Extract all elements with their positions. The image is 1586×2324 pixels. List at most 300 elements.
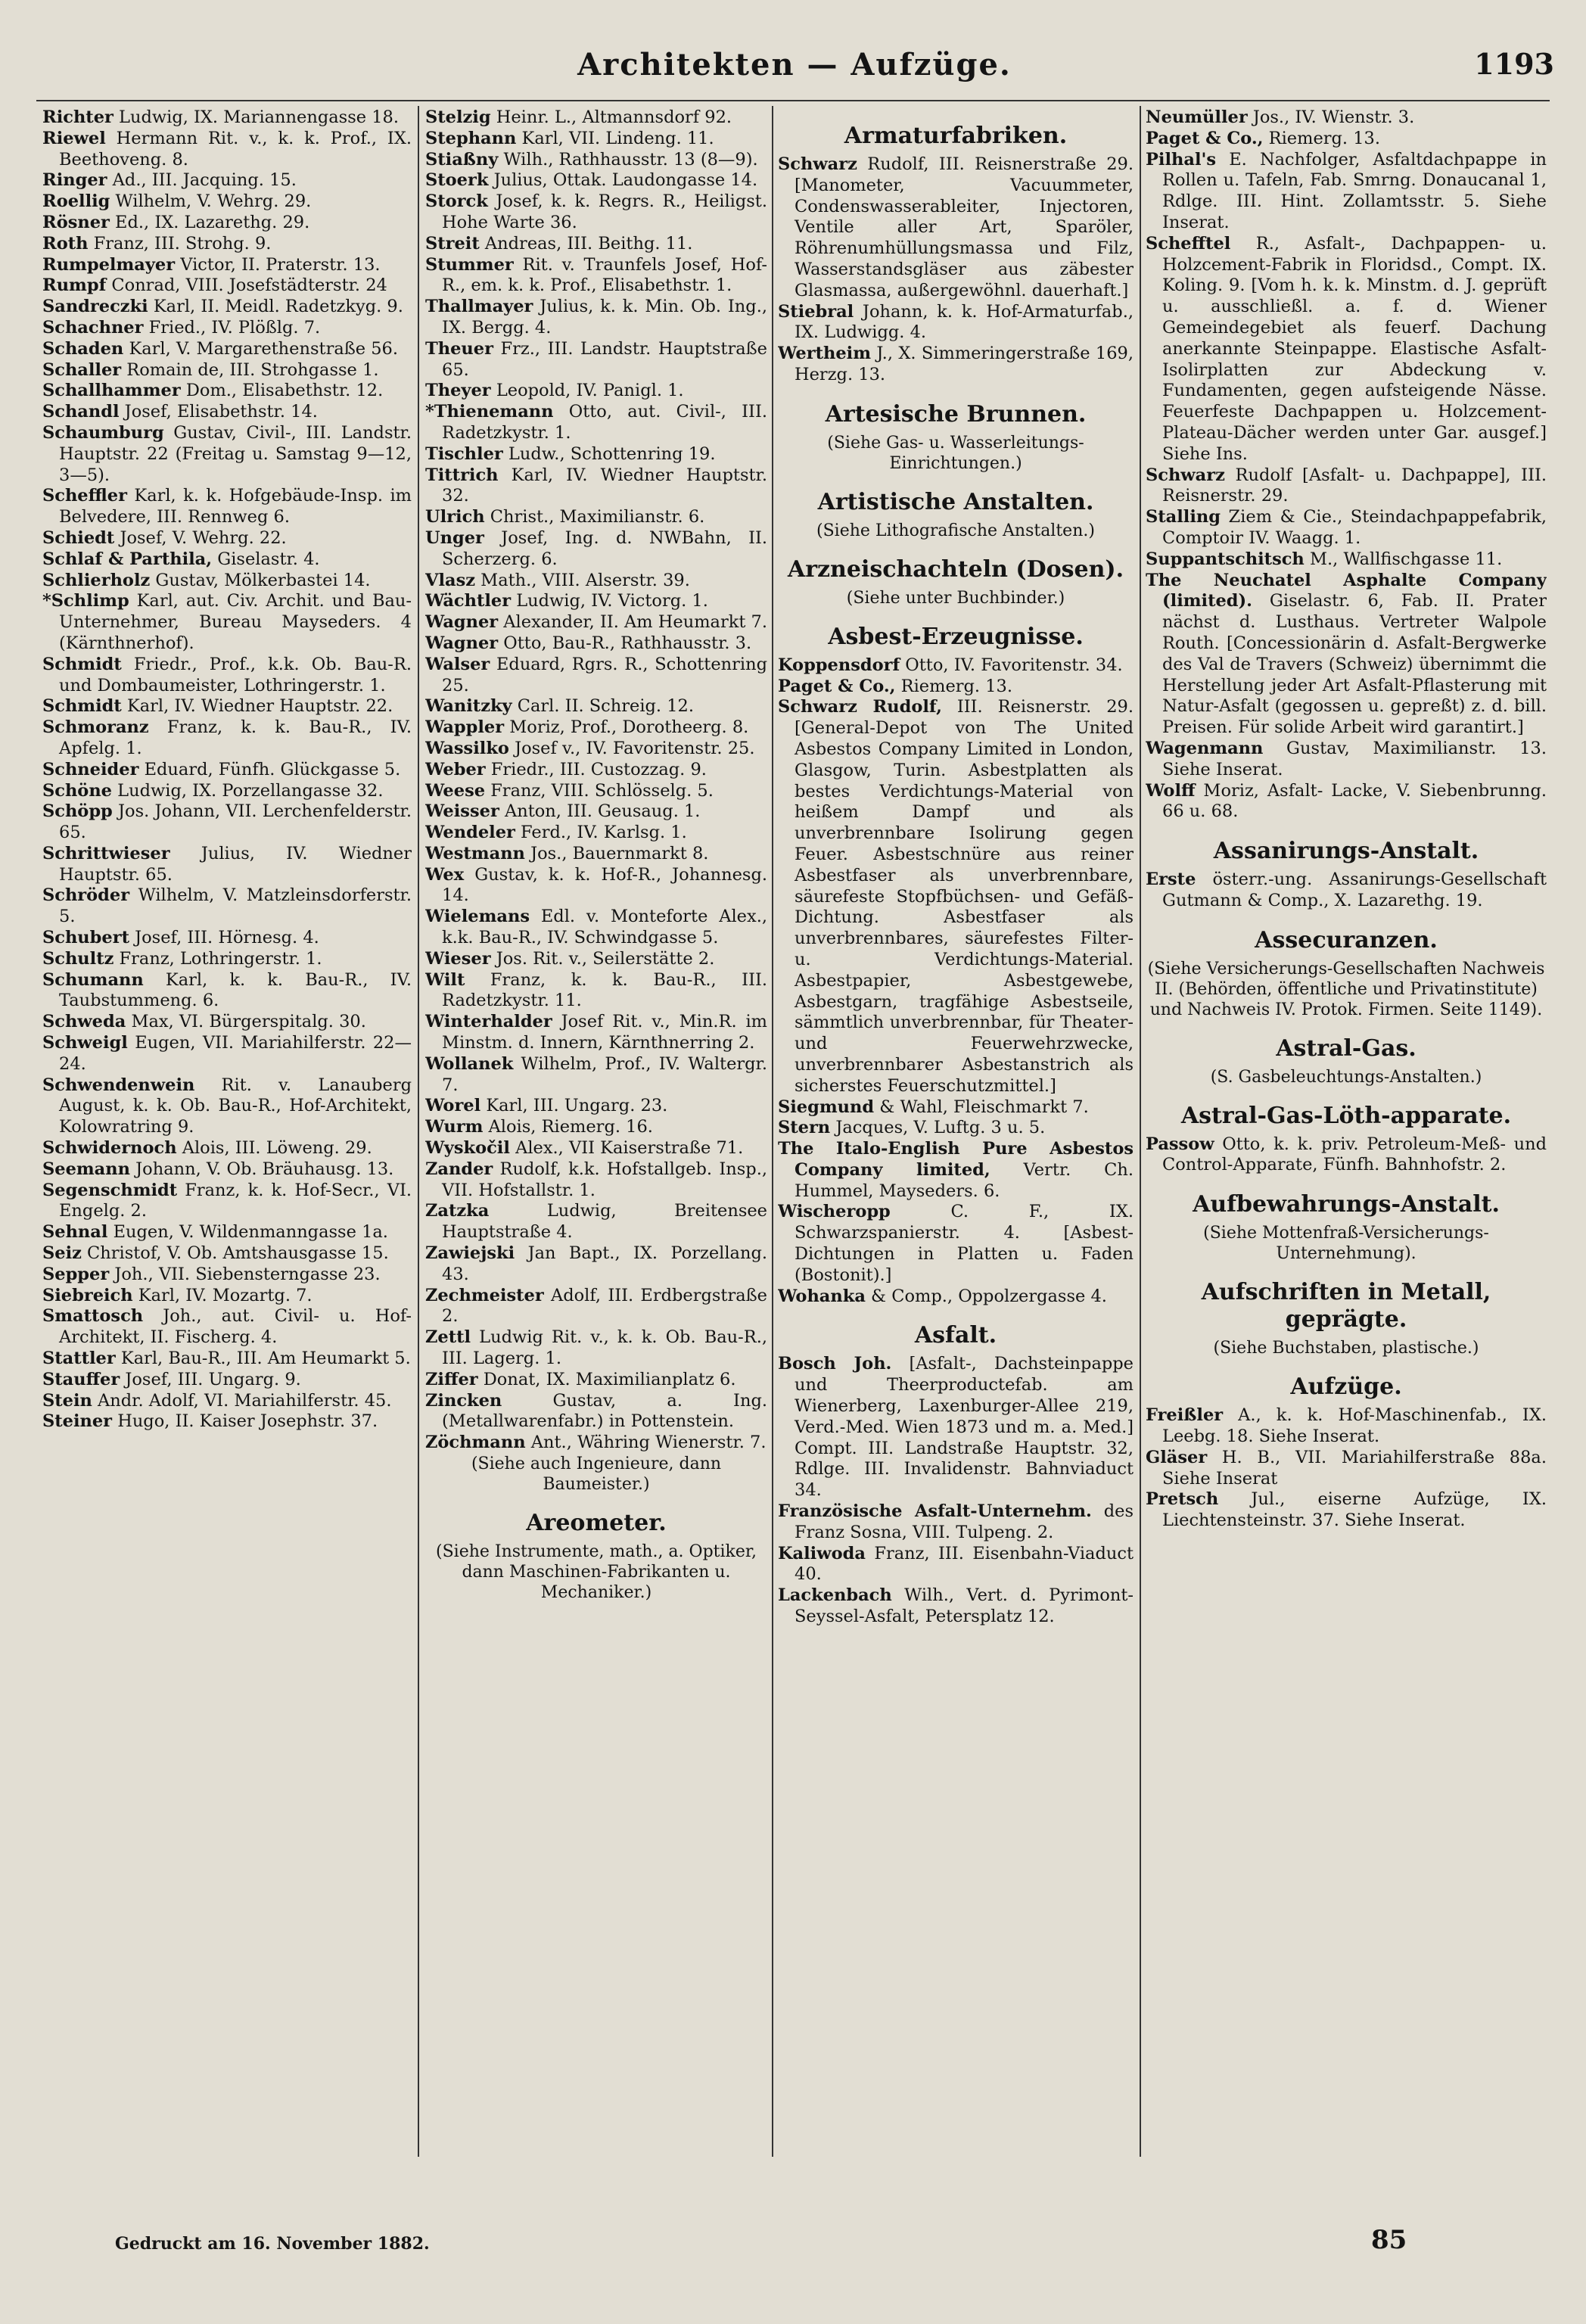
entry-name: Zechmeister (425, 1285, 544, 1305)
entry-details: III. Reisnerstr. 29. [General-Depot von The United Asbestos Company Limited in London, Glasgow, Turin. Asbestplatten als bestes Verdichtungs-Material von heißem Dampf und als unverbrennbare Isolirung gegen Feuer. Asbestschnüre aus reiner Asbestfaser als unverbrennbare, säurefeste Stopfbüchsen- und Gefäß-Dichtung. Asbestfaser als unverbrennbares, säurefestes Filter- u. Verdichtungs-Material. Asbestpapier, Asbestgewebe, Asbestgarn, tragfähige Asbestseile, sämmtlich unverbrennbar, für Theater- und Feuerwehrzwecke, unverbrennbarer Asbestanstrich als sicherstes Feuerschutzmittel.] (795, 697, 1134, 1096)
entry-name: Winterhalder (425, 1012, 552, 1032)
directory-entry (42, 1370, 412, 1391)
entry-name: Rumpf (42, 275, 107, 296)
entry-name: Wex (425, 864, 465, 885)
entry-details: Otto, aut. Civil-, III. Radetzkystr. 1. (442, 402, 767, 443)
entry-details: Ludw., Schottenring 19. (502, 443, 716, 464)
entry-name: Wassilko (425, 738, 509, 758)
entry-details: Josef, V. Wehrg. 22. (114, 527, 287, 548)
entry-name: Zöchmann (425, 1433, 526, 1453)
entry-name: Schmidt (42, 654, 122, 674)
entry-name: Weisser (425, 801, 499, 822)
entry-name: Scheffler (42, 486, 127, 506)
entry-details: Victor, II. Praterstr. 13. (175, 254, 381, 275)
column-3 (778, 107, 1134, 2210)
directory-entry (42, 107, 412, 129)
entry-name: Siebreich (42, 1285, 133, 1305)
entry-name: Stelzig (425, 107, 491, 127)
directory-entry (425, 1286, 767, 1328)
entry-details: Ludwig, IX. Porzellangasse 32. (112, 780, 384, 801)
directory-entry (425, 1327, 767, 1370)
directory-entry (778, 1354, 1134, 1501)
entry-name: Thallmayer (425, 297, 533, 317)
entry-details: Franz, k. k. Bau-R., III. Radetzkystr. 11. (442, 969, 767, 1011)
section-heading: Asbest-Erzeugnisse. (828, 623, 1084, 650)
entry-name: Ziffer (425, 1369, 478, 1389)
directory-entry (778, 1544, 1134, 1586)
directory-entry (42, 591, 412, 654)
entry-details: M., Wallfischgasse 11. (1304, 549, 1503, 569)
directory-entry (778, 655, 1134, 677)
entry-name: Schwarz (778, 154, 857, 174)
entry-name: Schumann (42, 969, 144, 990)
entry-name: Neumüller (1146, 107, 1248, 127)
entry-details: Wilh., Rathhausstr. 13 (8—9). (498, 149, 758, 170)
entry-name: Wendeler (425, 823, 515, 843)
entry-name: Schandl (42, 402, 120, 422)
entry-name: Roellig (42, 191, 110, 212)
entry-name: Stauffer (42, 1369, 120, 1389)
entry-details: E. Nachfolger, Asfaltdachpappe in Rollen u. Tafeln, Fab. Smrng. Donaucanal 1, Rdlge. III. Hint. Zollamtsstr. 5. Siehe Inserat. (1162, 149, 1547, 232)
entry-details: Carl. II. Schreig. 12. (512, 696, 695, 717)
entry-name: Riewel (42, 128, 106, 148)
entry-details: [Asfalt-, Dachsteinpappe und Theerproductefab. am Wienerberg, Laxenburger-Allee 219, Verd.-Med. Wien 1873 und m. a. Med.] Compt. III. Landstraße Hauptstr. 32, Rdlge. III. Invalidenstr. Bahnviaduct 34. (795, 1354, 1134, 1501)
entry-details: Giselastr. 4. (212, 549, 320, 569)
directory-entry (425, 1391, 767, 1433)
entry-details: Ferd., IV. Karlsg. 1. (515, 823, 687, 843)
cross-reference-note: (Siehe Gas- u. Wasserleitungs-Einrichtungen.) (827, 433, 1084, 473)
entry-details: Moriz, Prof., Dorotheerg. 8. (504, 717, 749, 738)
directory-entry (42, 885, 412, 928)
directory-entry (42, 402, 412, 423)
entry-name: Wischeropp (778, 1202, 891, 1222)
directory-entry (42, 760, 412, 781)
entry-details: Ziem & Cie., Steindachpappefabrik, Comptoir IV. Waagg. 1. (1162, 507, 1547, 548)
entry-name: Theyer (425, 381, 491, 401)
entry-details: Eugen, VII. Mariahilferstr. 22—24. (59, 1033, 412, 1074)
entry-details: Joh., aut. Civil- u. Hof-Architekt, II. Fischerg. 4. (59, 1306, 412, 1348)
column-divider (1140, 106, 1141, 2157)
entry-name: Weese (425, 780, 486, 801)
directory-entry (425, 402, 767, 444)
directory-entry (778, 1585, 1134, 1628)
entry-details: A., k. k. Hof-Maschinenfab., IX. Leebg. 18. Siehe Inserat. (1162, 1405, 1547, 1447)
entry-details: Ad., III. Jacquing. 15. (107, 170, 297, 191)
entry-details: Josef, III. Ungarg. 9. (120, 1369, 301, 1389)
directory-entry (42, 1411, 412, 1433)
page-title: Architekten — Aufzüge. (577, 47, 1012, 82)
entry-details: Gustav, Civil-, III. Landstr. Hauptstr. 22 (Freitag u. Samstag 9—12, 3—5). (59, 422, 412, 485)
directory-entry (42, 255, 412, 276)
directory-entry (42, 1265, 412, 1286)
entry-name: Westmann (425, 843, 525, 863)
entry-details: Alois, Riemerg. 16. (483, 1117, 653, 1137)
entry-details: Wilhelm, Prof., IV. Waltergr. 7. (442, 1053, 767, 1095)
directory-entry (425, 1096, 767, 1117)
entry-details: Ludwig, IV. Victorg. 1. (511, 591, 708, 611)
entry-details: Ludwig, IX. Mariannengasse 18. (113, 107, 400, 127)
entry-name: Schwidernoch (42, 1138, 177, 1159)
entry-details: Johann, V. Ob. Bräuhausg. 13. (129, 1159, 394, 1179)
cross-reference-note: (Siehe Buchstaben, plastische.) (1213, 1339, 1479, 1358)
directory-entry (42, 696, 412, 717)
entry-name: Französische Asfalt-Unternehm. (778, 1501, 1092, 1522)
entry-details: Karl, IV. Mozartg. 7. (132, 1285, 313, 1305)
entry-details: Karl, IV. Wiedner Hauptstr. 32. (442, 465, 767, 506)
directory-entry (425, 297, 767, 339)
entry-name: Wurm (425, 1117, 484, 1137)
entry-name: Sehnal (42, 1222, 108, 1243)
entry-details: Jos. Rit. v., Seilerstätte 2. (490, 948, 715, 969)
entry-details: Johann, k. k. Hof-Armaturfab., IX. Ludwigg. 4. (795, 301, 1134, 343)
directory-entry (1146, 870, 1547, 912)
directory-entry (1146, 1489, 1547, 1532)
directory-entry (1146, 739, 1547, 781)
directory-entry (425, 612, 767, 633)
directory-entry (42, 844, 412, 886)
entry-name: Zettl (425, 1327, 471, 1348)
directory-entry (778, 697, 1134, 1097)
entry-name: Wagenmann (1146, 738, 1264, 758)
entry-name: Schröder (42, 885, 130, 906)
entry-details: Rudolf [Asfalt- u. Dachpappe], III. Reisnerstr. 29. (1162, 465, 1547, 506)
entry-name: *Thienemann (425, 402, 554, 422)
entry-details: Karl, III. Ungarg. 23. (480, 1096, 668, 1116)
directory-entry (42, 1012, 412, 1033)
entry-details: & Wahl, Fleischmarkt 7. (874, 1097, 1089, 1117)
entry-name: Sandreczki (42, 297, 148, 317)
entry-details: Andreas, III. Beithg. 11. (479, 233, 693, 254)
entry-details: Josef, Elisabethstr. 14. (119, 402, 318, 422)
entry-name: Kaliwoda (778, 1543, 866, 1563)
entry-details: Ant., Währing Wienerstr. 7. (525, 1433, 767, 1453)
print-date: Gedruckt am 16. November 1882. (115, 2234, 430, 2254)
entry-details: H. B., VII. Mariahilferstraße 88a. Siehe Inserat (1162, 1447, 1547, 1489)
directory-entry (1146, 507, 1547, 549)
directory-entry (42, 655, 412, 697)
entry-name: Wilt (425, 969, 465, 990)
entry-details: Gustav, a. Ing. (Metallwarenfabr.) in Pottenstein. (442, 1390, 767, 1432)
page-number: 1193 (1474, 47, 1554, 81)
directory-entry (42, 213, 412, 234)
entry-details: Edl. v. Monteforte Alex., k.k. Bau-R., IV. Schwindgasse 5. (442, 907, 767, 948)
directory-entry (1146, 129, 1547, 150)
entry-name: Roth (42, 233, 89, 254)
entry-details: Julius, IV. Wiedner Hauptstr. 65. (59, 843, 412, 885)
entry-details: Gustav, Mölkerbastei 14. (150, 570, 371, 590)
entry-details: Romain de, III. Strohgasse 1. (121, 359, 379, 380)
entry-details: Riemerg. 13. (1263, 128, 1381, 148)
entry-name: Wanitzky (425, 696, 512, 717)
directory-entry (42, 423, 412, 486)
entry-name: Richter (42, 107, 114, 127)
entry-name: *Schlimp (42, 591, 129, 611)
entry-details: Alexander, II. Am Heumarkt 7. (498, 612, 767, 633)
entry-name: Schlierholz (42, 570, 151, 590)
column-divider (418, 106, 419, 2157)
entry-name: Schweda (42, 1012, 126, 1032)
entry-name: Schwarz (1146, 465, 1225, 485)
directory-entry (42, 297, 412, 318)
entry-details: Anton, III. Geusaug. 1. (499, 801, 701, 822)
entry-name: Lackenbach (778, 1585, 892, 1606)
entry-details: Wilhelm, V. Matzleinsdorferstr. 5. (59, 885, 412, 927)
entry-name: Zatzka (425, 1201, 490, 1221)
directory-entry (42, 549, 412, 571)
entry-details: Adolf, III. Erdbergstraße 2. (442, 1285, 767, 1327)
directory-entry (42, 528, 412, 549)
directory-entry (425, 255, 767, 297)
entry-details: Rudolf, III. Reisnerstraße 29. [Manometer, Vacuummeter, Condenswasserableiter, Injectoren, Ventile aller Art, Sparöler, Röhrenumhüllungsmassa und Filz, Wasserstandsgläser aus zäbester Glasmassa, außergewöhnl. dauerhaft.] (795, 154, 1134, 300)
entry-details: Moriz, Asfalt- Lacke, V. Siebenbrunng. 66 u. 68. (1162, 780, 1547, 822)
entry-details: Otto, Bau-R., Rathhausstr. 3. (498, 633, 752, 653)
entry-name: Rumpelmayer (42, 254, 176, 275)
entry-details: Josef Rit. v., Min.R. im Minstm. d. Innern, Kärnthnerring 2. (442, 1012, 767, 1053)
entry-details: Jos., Bauernmarkt 8. (524, 843, 709, 863)
entry-name: Schaller (42, 359, 122, 380)
directory-entry (425, 444, 767, 465)
entry-details: Wilh., Vert. d. Pyrimont-Seyssel-Asfalt, Petersplatz 12. (795, 1585, 1134, 1627)
directory-entry (425, 339, 767, 381)
entry-details: Fried., IV. Plößlg. 7. (143, 317, 321, 338)
entry-name: Schachner (42, 317, 144, 338)
entry-details: C. F., IX. Schwarzspanierstr. 4. [Asbest-Dichtungen in Platten u. Faden (Bostonit).] (795, 1202, 1134, 1285)
directory-entry (425, 760, 767, 781)
entry-details: Hugo, II. Kaiser Josephstr. 37. (112, 1411, 378, 1432)
entry-details: Karl, k. k. Bau-R., IV. Taubstummeng. 6. (59, 969, 412, 1011)
entry-details: Heinr. L., Altmannsdorf 92. (490, 107, 732, 127)
directory-entry (1146, 150, 1547, 234)
entry-details: Jos. Johann, VII. Lerchenfelderstr. 65. (59, 801, 412, 843)
directory-entry (42, 1286, 412, 1307)
directory-entry (42, 191, 412, 213)
entry-details: Rit. v. Lanauberg August, k. k. Ob. Bau-R., Hof-Architekt, Kolowratring 9. (59, 1075, 412, 1137)
entry-name: Storck (425, 191, 488, 212)
directory-entry (42, 339, 412, 360)
directory-entry (425, 107, 767, 129)
entry-details: Franz, k. k. Hof-Secr., VI. Engelg. 2. (59, 1180, 412, 1221)
entry-name: Weber (425, 759, 486, 779)
entry-name: Schwarz Rudolf, (778, 697, 942, 717)
page-header (0, 47, 1586, 92)
entry-details: Karl, aut. Civ. Archit. und Bau-Unternehmer, Bureau Mayseders. 4 (Kärnthnerhof). (59, 591, 412, 653)
entry-name: Schmoranz (42, 717, 149, 738)
entry-name: Tischler (425, 443, 503, 464)
directory-entry (42, 781, 412, 802)
section-heading: Assanirungs-Anstalt. (1213, 838, 1479, 865)
directory-entry (778, 1118, 1134, 1139)
entry-name: Stiaßny (425, 149, 499, 170)
entry-name: Koppensdorf (778, 655, 900, 675)
entry-name: Worel (425, 1096, 481, 1116)
entry-details: Jul., eiserne Aufzüge, IX. Liechtensteinstr. 37. Siehe Inserat. (1162, 1489, 1547, 1531)
cross-reference-note: (Siehe Mottenfraß-Versicherungs-Unternehmung). (1203, 1224, 1489, 1264)
directory-entry (425, 129, 767, 150)
entry-details: österr.-ung. Assanirungs-Gesellschaft Gutmann & Comp., X. Lazarethg. 19. (1162, 870, 1547, 910)
entry-name: Steiner (42, 1411, 113, 1432)
entry-details: Vertr. Ch. Hummel, Mayseders. 6. (795, 1159, 1134, 1201)
entry-name: Passow (1146, 1134, 1214, 1154)
entry-name: Zander (425, 1159, 493, 1179)
entry-name: Schubert (42, 928, 129, 948)
entry-name: Vlasz (425, 570, 476, 590)
directory-entry (425, 1117, 767, 1138)
entry-name: Stiebral (778, 301, 854, 322)
cross-reference-note: (Siehe Versicherungs-Gesellschaften Nachweis II. (Behörden, öffentliche und Privatinstitute) und Nachweis IV. Protok. Firmen. Seite 1149). (1147, 959, 1545, 1019)
directory-entry (42, 1306, 412, 1349)
entry-details: Riemerg. 13. (895, 676, 1013, 696)
entry-details: Eduard, Rgrs. R., Schottenring 25. (442, 654, 767, 695)
entry-name: Schweigl (42, 1033, 128, 1053)
entry-name: Stephann (425, 128, 517, 148)
entry-name: Streit (425, 233, 480, 254)
entry-details: Karl, II. Meidl. Radetzkyg. 9. (148, 297, 403, 317)
entry-details: Julius, k. k. Min. Ob. Ing., IX. Bergg. 4. (442, 297, 767, 338)
entry-name: Wielemans (425, 907, 530, 927)
entry-details: Ludwig, Breitensee Hauptstraße 4. (442, 1201, 767, 1243)
entry-details: J., X. Simmeringerstraße 169, Herzg. 13. (795, 344, 1134, 384)
entry-details: Donat, IX. Maximilianplatz 6. (477, 1369, 736, 1389)
directory-entry (425, 571, 767, 592)
entry-name: Sepper (42, 1264, 110, 1284)
entry-name: Seemann (42, 1159, 130, 1179)
entry-details: Frz., III. Landstr. Hauptstraße 65. (442, 338, 767, 380)
entry-name: Gläser (1146, 1447, 1208, 1467)
entry-details: Jacques, V. Luftg. 3 u. 5. (830, 1118, 1046, 1138)
cross-reference-note: (Siehe unter Buchbinder.) (846, 588, 1065, 608)
entry-details: Josef v., IV. Favoritenstr. 25. (508, 738, 755, 758)
directory-entry (425, 191, 767, 234)
entry-name: Stoerk (425, 170, 489, 191)
directory-entry (42, 234, 412, 255)
entry-details: Otto, k. k. priv. Petroleum-Meß- und Control-Apparate, Fünfh. Bahnhofstr. 2. (1162, 1134, 1547, 1175)
entry-details: Leopold, IV. Panigl. 1. (490, 381, 684, 401)
entry-name: Bosch Joh. (778, 1354, 892, 1374)
directory-entry (42, 318, 412, 339)
directory-entry (425, 717, 767, 739)
entry-name: Ringer (42, 170, 107, 191)
entry-details: Otto, IV. Favoritenstr. 34. (900, 655, 1123, 675)
directory-entry (1146, 234, 1547, 465)
entry-details: Franz, III. Eisenbahn-Viaduct 40. (795, 1543, 1134, 1585)
entry-name: Paget & Co., (1146, 128, 1264, 148)
entry-name: Unger (425, 527, 484, 548)
entry-details: Friedr., Prof., k.k. Ob. Bau-R. und Dombaumeister, Lothringerstr. 1. (59, 654, 412, 695)
directory-entry (425, 696, 767, 717)
entry-name: Stummer (425, 254, 514, 275)
entry-name: Rösner (42, 212, 110, 232)
directory-entry (778, 1501, 1134, 1544)
directory-entry (1146, 1134, 1547, 1177)
entry-name: Siegmund (778, 1097, 875, 1117)
directory-entry (425, 465, 767, 508)
directory-entry (425, 234, 767, 255)
section-heading: Armaturfabriken. (844, 123, 1068, 149)
directory-entry (1146, 571, 1547, 739)
entry-details: Eduard, Fünfh. Glückgasse 5. (138, 759, 401, 779)
entry-details: Andr. Adolf, VI. Mariahilferstr. 45. (92, 1390, 392, 1411)
directory-entry (42, 571, 412, 592)
entry-details: Alex., VII Kaiserstraße 71. (509, 1138, 744, 1159)
entry-name: Wieser (425, 948, 491, 969)
directory-entry (42, 717, 412, 760)
entry-name: Pretsch (1146, 1489, 1219, 1510)
directory-entry (778, 344, 1134, 386)
entry-details: Gustav, Maximilianstr. 13. Siehe Inserat. (1162, 738, 1547, 779)
directory-entry (42, 801, 412, 844)
entry-details: Eugen, V. Wildenmanngasse 1a. (107, 1222, 388, 1243)
entry-name: Schrittwieser (42, 843, 170, 863)
column-4 (1146, 107, 1547, 2210)
entry-details: des Franz Sosna, VIII. Tulpeng. 2. (795, 1501, 1134, 1542)
entry-name: Stalling (1146, 507, 1221, 527)
directory-entry (425, 865, 767, 907)
directory-entry (1146, 465, 1547, 508)
section-heading: Artesische Brunnen. (825, 400, 1087, 428)
entry-name: Wächtler (425, 591, 512, 611)
directory-entry (425, 823, 767, 844)
entry-details: Ed., IX. Lazarethg. 29. (109, 212, 310, 232)
section-heading: Arzneischachteln (Dosen). (787, 555, 1124, 583)
directory-entry (425, 1054, 767, 1097)
entry-name: Ulrich (425, 507, 485, 527)
directory-entry (425, 949, 767, 970)
entry-name: The Neuchatel Asphalte Company (limited). (1146, 570, 1547, 611)
directory-entry (425, 170, 767, 191)
entry-name: Wyskočil (425, 1138, 510, 1159)
header-rule (36, 100, 1550, 101)
directory-entry (42, 928, 412, 949)
entry-details: Josef, k. k. Regrs. R., Heiligst. Hohe Warte 36. (442, 191, 767, 232)
directory-entry (425, 1201, 767, 1243)
directory-entry (425, 633, 767, 655)
entry-details: Karl, Bau-R., III. Am Heumarkt 5. (115, 1349, 411, 1369)
entry-details: Jan Bapt., IX. Porzellang. 43. (442, 1243, 767, 1284)
entry-name: Suppantschitsch (1146, 549, 1305, 569)
entry-details: R., Asfalt-, Dachpappen- u. Holzcement-Fabrik in Floridsd., Compt. IX. Koling. 9. [Vom h. k. k. Minstm. d. J. geprüft u. ausschließl. a. f. d. Wiener Gemeindegebiet als feuerf. Dachung anerkannte Steinpappe. Elastische Asfalt-Isolirplatten zur Abdeckung v. Fundamenten, gegen aufsteigende Nässe. Feuerfeste Dachpappen u. Holzcement-Plateau-Dächer werden unter Gar. ausgef.] Siehe Ins. (1162, 233, 1547, 464)
directory-entry (778, 1097, 1134, 1118)
entry-details: Math., VIII. Alserstr. 39. (475, 570, 690, 590)
directory-entry (1146, 1448, 1547, 1490)
entry-name: Schmidt (42, 696, 122, 717)
entry-name: The Italo-English Pure Asbestos Company limited, (778, 1139, 1134, 1180)
cross-reference-note: (Siehe auch Ingenieure, dann Baumeister.) (471, 1454, 722, 1494)
directory-entry (425, 844, 767, 865)
directory-entry (42, 970, 412, 1013)
directory-entry (425, 1433, 767, 1454)
entry-details: Jos., IV. Wienstr. 3. (1247, 107, 1415, 127)
entry-name: Wagner (425, 633, 499, 653)
directory-entry (42, 1222, 412, 1243)
directory-entry (425, 801, 767, 823)
entry-name: Schöpp (42, 801, 113, 822)
signature-mark: 85 (1371, 2225, 1407, 2255)
entry-details: Rudolf, k.k. Hofstallgeb. Insp., VII. Hofstallstr. 1. (442, 1159, 767, 1200)
cross-reference-note: (Siehe Instrumente, math., a. Optiker, dann Maschinen-Fabrikanten u. Mechaniker.) (436, 1542, 757, 1602)
directory-entry (1146, 549, 1547, 571)
entry-details: Gustav, k. k. Hof-R., Johannesg. 14. (442, 864, 767, 906)
directory-entry (425, 591, 767, 612)
entry-details: Julius, Ottak. Laudongasse 14. (488, 170, 758, 191)
directory-entry (425, 739, 767, 760)
directory-entry (425, 655, 767, 697)
section-heading: Aufzüge. (1290, 1374, 1402, 1401)
directory-entry (42, 360, 412, 381)
cross-reference-note: (S. Gasbeleuchtungs-Anstalten.) (1210, 1067, 1482, 1087)
entry-details: Karl, V. Margarethenstraße 56. (123, 338, 399, 359)
entry-name: Erste (1146, 870, 1196, 890)
directory-entry (42, 1159, 412, 1181)
